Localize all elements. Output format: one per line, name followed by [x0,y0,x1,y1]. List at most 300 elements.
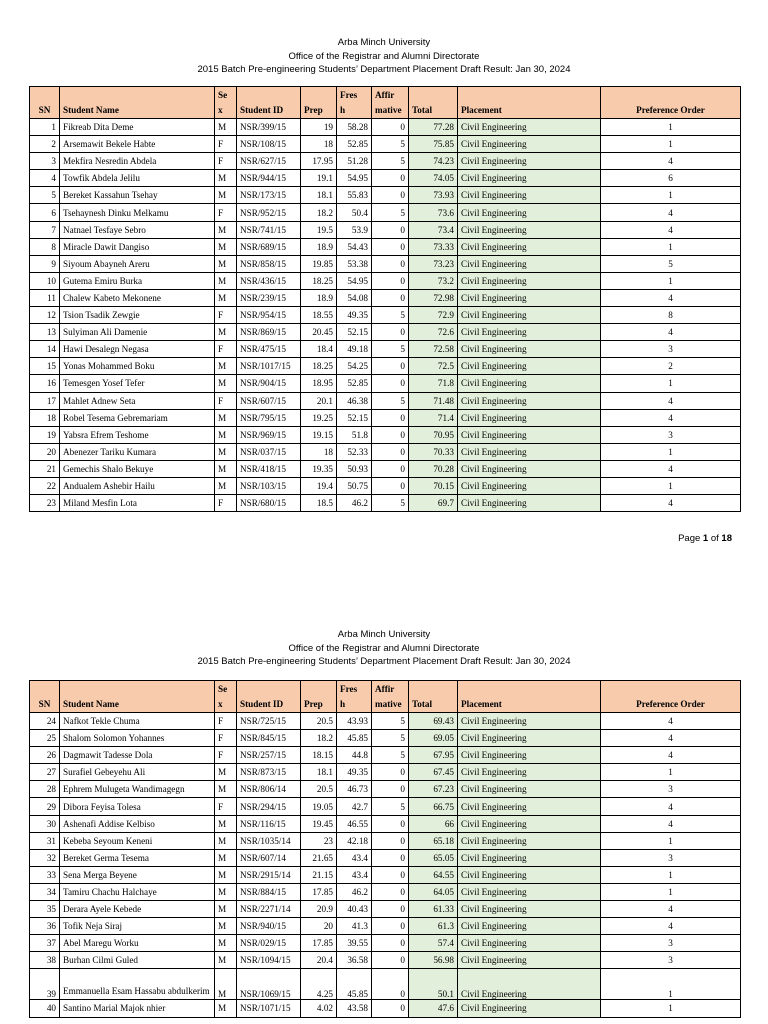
cell-affirmative: 0 [372,426,409,443]
cell-sn: 8 [30,238,60,255]
cell-placement: Civil Engineering [458,477,601,494]
cell-sex: F [215,495,237,512]
cell-total: 73.4 [409,221,458,238]
cell-preference-order: 2 [601,358,741,375]
cell-sex: F [215,307,237,324]
cell-preference-order: 4 [601,495,741,512]
cell-affirmative: 5 [372,136,409,153]
cell-student-name: Burhan Cilmi Guled [60,952,215,969]
cell-placement: Civil Engineering [458,255,601,272]
cell-sex: F [215,204,237,221]
cell-student-id: NSR/2271/14 [237,901,301,918]
cell-sex: M [215,477,237,494]
cell-sn: 15 [30,358,60,375]
cell-student-id: NSR/037/15 [237,443,301,460]
cell-student-name: Ashenafi Addise Kelbiso [60,815,215,832]
cell-student-name: Siyoum Abayneh Areru [60,255,215,272]
cell-preference-order: 4 [601,324,741,341]
cell-total: 73.2 [409,272,458,289]
cell-sex: M [215,883,237,900]
cell-total: 57.4 [409,935,458,952]
cell-placement: Civil Engineering [458,238,601,255]
cell-fresh: 54.08 [337,289,372,306]
cell-affirmative: 5 [372,747,409,764]
table-row [30,307,741,324]
cell-placement: Civil Engineering [458,713,601,730]
cell-fresh: 54.95 [337,170,372,187]
cell-sn: 18 [30,409,60,426]
cell-student-name: Shalom Solomon Yohannes [60,730,215,747]
cell-total: 70.95 [409,426,458,443]
cell-sex: M [215,764,237,781]
cell-affirmative: 0 [372,272,409,289]
cell-fresh: 49.35 [337,307,372,324]
cell-sn: 9 [30,255,60,272]
cell-fresh: 52.85 [337,136,372,153]
cell-placement: Civil Engineering [458,187,601,204]
table-row [30,764,741,781]
table-row [30,815,741,832]
col-student-id: Student ID [237,87,301,119]
cell-affirmative: 0 [372,375,409,392]
cell-student-name: Abel Maregu Worku [60,935,215,952]
table-row [30,119,741,136]
cell-preference-order: 4 [601,730,741,747]
cell-total: 67.95 [409,747,458,764]
cell-total: 77.28 [409,119,458,136]
cell-total: 65.18 [409,832,458,849]
cell-sn: 11 [30,289,60,306]
cell-preference-order: 3 [601,935,741,952]
cell-fresh: 39.55 [337,935,372,952]
cell-total: 75.85 [409,136,458,153]
cell-student-name: Gutema Emiru Burka [60,272,215,289]
cell-total: 72.6 [409,324,458,341]
cell-sex: M [215,119,237,136]
cell-placement: Civil Engineering [458,443,601,460]
cell-placement: Civil Engineering [458,747,601,764]
cell-total: 47.6 [409,1000,458,1017]
cell-student-name: Dagmawit Tadesse Dola [60,747,215,764]
cell-preference-order: 4 [601,153,741,170]
cell-affirmative: 0 [372,170,409,187]
cell-student-name: Santino Marial Majok nhier [60,1000,215,1017]
cell-affirmative: 0 [372,1000,409,1017]
table-row [30,409,741,426]
cell-student-name: Mahlet Adnew Seta [60,392,215,409]
col-total: Total [409,87,458,119]
cell-affirmative: 0 [372,221,409,238]
cell-sex: M [215,375,237,392]
cell-fresh: 36.58 [337,952,372,969]
cell-prep: 23 [301,832,337,849]
cell-sex: M [215,409,237,426]
cell-preference-order: 3 [601,426,741,443]
col-prep: Prep [301,681,337,713]
cell-fresh: 49.35 [337,764,372,781]
cell-sex: M [215,935,237,952]
cell-student-name: Miracle Dawit Dangiso [60,238,215,255]
cell-preference-order: 4 [601,747,741,764]
cell-sn: 5 [30,187,60,204]
col-student-name: Student Name [60,87,215,119]
cell-affirmative: 0 [372,849,409,866]
cell-student-id: NSR/884/15 [237,883,301,900]
cell-fresh: 45.85 [337,969,372,1000]
cell-sn: 17 [30,392,60,409]
cell-total: 65.05 [409,849,458,866]
cell-total: 64.05 [409,883,458,900]
table-row [30,460,741,477]
table-row [30,918,741,935]
cell-sn: 35 [30,901,60,918]
table-row [30,781,741,798]
cell-prep: 18.9 [301,238,337,255]
cell-student-name: Miland Mesfin Lota [60,495,215,512]
table-row [30,204,741,221]
cell-preference-order: 1 [601,187,741,204]
cell-sn: 33 [30,866,60,883]
cell-affirmative: 0 [372,443,409,460]
cell-sn: 23 [30,495,60,512]
cell-fresh: 43.4 [337,866,372,883]
table-row [30,289,741,306]
cell-sex: M [215,460,237,477]
cell-preference-order: 1 [601,832,741,849]
cell-placement: Civil Engineering [458,426,601,443]
cell-student-name: Dibora Feyisa Tolesa [60,798,215,815]
page-header [0,620,768,669]
cell-affirmative: 5 [372,798,409,815]
cell-affirmative: 0 [372,119,409,136]
cell-placement: Civil Engineering [458,866,601,883]
col-fresh: Fres h [337,681,372,713]
cell-placement: Civil Engineering [458,153,601,170]
cell-student-id: NSR/904/15 [237,375,301,392]
cell-affirmative: 0 [372,324,409,341]
cell-student-id: NSR/741/15 [237,221,301,238]
cell-prep: 18 [301,443,337,460]
cell-student-id: NSR/108/15 [237,136,301,153]
table-row [30,324,741,341]
cell-student-id: NSR/1035/14 [237,832,301,849]
cell-student-id: NSR/436/15 [237,272,301,289]
table-row [30,375,741,392]
table-row [30,255,741,272]
cell-fresh: 50.4 [337,204,372,221]
table-row [30,1000,741,1017]
cell-affirmative: 5 [372,495,409,512]
cell-placement: Civil Engineering [458,883,601,900]
cell-student-id: NSR/680/15 [237,495,301,512]
cell-fresh: 53.38 [337,255,372,272]
cell-preference-order: 1 [601,272,741,289]
cell-fresh: 50.75 [337,477,372,494]
cell-student-id: NSR/257/15 [237,747,301,764]
cell-prep: 4.25 [301,969,337,1000]
cell-placement: Civil Engineering [458,204,601,221]
cell-affirmative: 5 [372,341,409,358]
cell-affirmative: 0 [372,952,409,969]
cell-student-id: NSR/873/15 [237,764,301,781]
table-row [30,392,741,409]
cell-sn: 26 [30,747,60,764]
cell-student-id: NSR/940/15 [237,918,301,935]
cell-total: 74.23 [409,153,458,170]
cell-fresh: 46.55 [337,815,372,832]
cell-fresh: 43.58 [337,1000,372,1017]
table-row [30,866,741,883]
cell-prep: 20.45 [301,324,337,341]
cell-student-name: Fikreab Dita Deme [60,119,215,136]
cell-affirmative: 5 [372,730,409,747]
cell-placement: Civil Engineering [458,901,601,918]
cell-prep: 20.4 [301,952,337,969]
table-row [30,883,741,900]
cell-sex: M [215,849,237,866]
cell-total: 66 [409,815,458,832]
cell-fresh: 54.43 [337,238,372,255]
cell-prep: 19 [301,119,337,136]
col-student-name: Student Name [60,681,215,713]
cell-prep: 17.85 [301,935,337,952]
table-row [30,272,741,289]
cell-student-name: Yonas Mohammed Boku [60,358,215,375]
cell-sn: 34 [30,883,60,900]
cell-sex: M [215,832,237,849]
cell-placement: Civil Engineering [458,409,601,426]
cell-sn: 1 [30,119,60,136]
cell-student-name: Sulyiman Ali Damenie [60,324,215,341]
cell-placement: Civil Engineering [458,392,601,409]
col-sn: SN [30,87,60,119]
cell-prep: 18.9 [301,289,337,306]
cell-student-id: NSR/1017/15 [237,358,301,375]
cell-sex: F [215,392,237,409]
cell-fresh: 46.38 [337,392,372,409]
cell-placement: Civil Engineering [458,272,601,289]
table-row [30,798,741,815]
cell-sn: 22 [30,477,60,494]
cell-student-name: Hawi Desalegn Negasa [60,341,215,358]
cell-sex: M [215,426,237,443]
cell-student-id: NSR/029/15 [237,935,301,952]
cell-fresh: 52.85 [337,375,372,392]
cell-student-name: Bereket Germa Tesema [60,849,215,866]
cell-affirmative: 0 [372,883,409,900]
cell-student-id: NSR/607/14 [237,849,301,866]
cell-preference-order: 4 [601,409,741,426]
cell-prep: 19.05 [301,798,337,815]
cell-sex: F [215,713,237,730]
cell-sn: 20 [30,443,60,460]
cell-sex: M [215,866,237,883]
cell-affirmative: 5 [372,153,409,170]
cell-affirmative: 5 [372,713,409,730]
cell-prep: 19.1 [301,170,337,187]
cell-fresh: 54.25 [337,358,372,375]
cell-sn: 16 [30,375,60,392]
cell-fresh: 50.93 [337,460,372,477]
cell-sn: 40 [30,1000,60,1017]
col-placement: Placement [458,87,601,119]
cell-sn: 2 [30,136,60,153]
cell-student-id: NSR/399/15 [237,119,301,136]
col-student-id: Student ID [237,681,301,713]
cell-prep: 21.65 [301,849,337,866]
cell-student-id: NSR/294/15 [237,798,301,815]
cell-student-id: NSR/944/15 [237,170,301,187]
cell-prep: 17.95 [301,153,337,170]
cell-affirmative: 5 [372,307,409,324]
cell-sn: 25 [30,730,60,747]
cell-fresh: 42.7 [337,798,372,815]
cell-preference-order: 1 [601,1000,741,1017]
cell-affirmative: 5 [372,204,409,221]
cell-sex: M [215,272,237,289]
cell-student-id: NSR/858/15 [237,255,301,272]
cell-preference-order: 4 [601,289,741,306]
placement-table [29,86,741,512]
table-row [30,170,741,187]
col-sex: Se x [215,681,237,713]
cell-fresh: 51.28 [337,153,372,170]
cell-preference-order: 1 [601,969,741,1000]
cell-student-id: NSR/1071/15 [237,1000,301,1017]
cell-student-id: NSR/627/15 [237,153,301,170]
cell-student-id: NSR/116/15 [237,815,301,832]
cell-preference-order: 1 [601,119,741,136]
cell-affirmative: 0 [372,918,409,935]
cell-prep: 18.1 [301,764,337,781]
cell-total: 72.58 [409,341,458,358]
cell-sex: M [215,238,237,255]
cell-student-name: Andualem Ashebir Hailu [60,477,215,494]
cell-sex: M [215,221,237,238]
cell-total: 50.1 [409,969,458,1000]
cell-sex: M [215,289,237,306]
cell-student-id: NSR/103/15 [237,477,301,494]
cell-fresh: 46.73 [337,781,372,798]
cell-sn: 24 [30,713,60,730]
cell-preference-order: 1 [601,883,741,900]
cell-sex: M [215,187,237,204]
cell-sex: F [215,730,237,747]
table-row [30,901,741,918]
cell-prep: 18.15 [301,747,337,764]
col-placement: Placement [458,681,601,713]
table-row [30,952,741,969]
cell-prep: 19.85 [301,255,337,272]
cell-total: 61.3 [409,918,458,935]
cell-fresh: 46.2 [337,495,372,512]
cell-student-id: NSR/952/15 [237,204,301,221]
cell-sex: M [215,781,237,798]
cell-total: 74.05 [409,170,458,187]
cell-total: 69.7 [409,495,458,512]
cell-placement: Civil Engineering [458,307,601,324]
cell-affirmative: 0 [372,187,409,204]
col-sex: Se x [215,87,237,119]
cell-fresh: 52.15 [337,409,372,426]
cell-student-name: Natnael Tesfaye Sebro [60,221,215,238]
cell-prep: 18 [301,136,337,153]
cell-total: 70.33 [409,443,458,460]
cell-student-name: Temesgen Yosef Tefer [60,375,215,392]
cell-preference-order: 1 [601,866,741,883]
office-name: Office of the Registrar and Alumni Directorate [288,50,480,62]
cell-preference-order: 4 [601,901,741,918]
table-header-row [30,87,741,119]
cell-prep: 18.25 [301,358,337,375]
table-row [30,153,741,170]
cell-prep: 20.1 [301,392,337,409]
cell-total: 69.05 [409,730,458,747]
cell-sn: 4 [30,170,60,187]
cell-student-name: Tsion Tsadik Zewgie [60,307,215,324]
cell-sn: 3 [30,153,60,170]
cell-sex: F [215,136,237,153]
cell-student-id: NSR/869/15 [237,324,301,341]
table-row [30,849,741,866]
cell-affirmative: 0 [372,969,409,1000]
cell-total: 72.5 [409,358,458,375]
cell-student-id: NSR/1094/15 [237,952,301,969]
cell-affirmative: 5 [372,392,409,409]
table-row [30,477,741,494]
cell-sn: 28 [30,781,60,798]
page-header [0,0,768,77]
table-row [30,495,741,512]
table-row [30,221,741,238]
cell-fresh: 46.2 [337,883,372,900]
cell-affirmative: 0 [372,238,409,255]
cell-affirmative: 0 [372,289,409,306]
cell-student-name: Mekfira Nesredin Abdela [60,153,215,170]
cell-total: 71.4 [409,409,458,426]
cell-preference-order: 1 [601,477,741,494]
cell-prep: 18.55 [301,307,337,324]
cell-sex: M [215,324,237,341]
cell-prep: 19.15 [301,426,337,443]
cell-total: 67.45 [409,764,458,781]
cell-sex: M [215,901,237,918]
cell-prep: 20 [301,918,337,935]
cell-total: 67.23 [409,781,458,798]
cell-placement: Civil Engineering [458,136,601,153]
cell-total: 56.98 [409,952,458,969]
cell-preference-order: 8 [601,307,741,324]
cell-affirmative: 0 [372,409,409,426]
cell-student-id: NSR/795/15 [237,409,301,426]
cell-student-name: Bereket Kassahun Tsehay [60,187,215,204]
cell-placement: Civil Engineering [458,460,601,477]
cell-sn: 19 [30,426,60,443]
cell-total: 66.75 [409,798,458,815]
office-name: Office of the Registrar and Alumni Directorate [288,642,480,654]
cell-sn: 13 [30,324,60,341]
cell-prep: 20.9 [301,901,337,918]
cell-student-name: Robel Tesema Gebremariam [60,409,215,426]
cell-placement: Civil Engineering [458,324,601,341]
cell-total: 70.28 [409,460,458,477]
cell-prep: 20.5 [301,781,337,798]
cell-sn: 27 [30,764,60,781]
cell-student-name: Towfik Abdela Jelilu [60,170,215,187]
document-title: 2015 Batch Pre-engineering Students’ Department Placement Draft Result: Jan 30, 2024 [197,656,571,667]
cell-affirmative: 0 [372,358,409,375]
cell-affirmative: 0 [372,255,409,272]
